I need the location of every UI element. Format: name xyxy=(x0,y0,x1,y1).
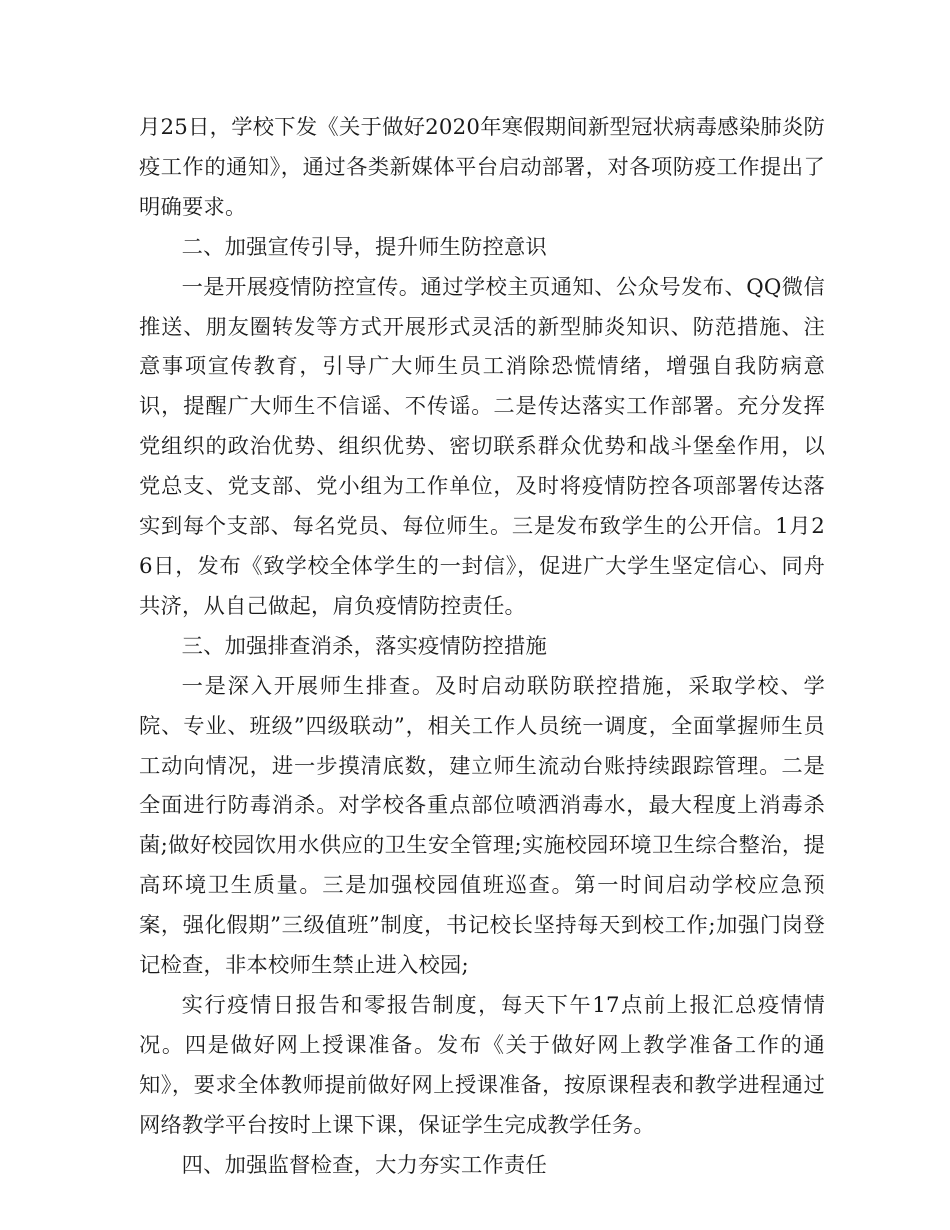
document-body xyxy=(139,108,825,1185)
section-heading-2: 二、加强宣传引导，提升师生防控意识 xyxy=(181,234,548,260)
section-heading-4: 四、加强监督检查，大力夯实工作责任 xyxy=(181,1152,548,1178)
section-heading-3: 三、加强排查消杀，落实疫情防控措施 xyxy=(181,633,548,659)
paragraph-reporting: 实行疫情日报告和零报告制度，每天下午17点前上报汇总疫情情况。四是做好网上授课准备。发布《关于做好网上教学准备工作的通知》，要求全体教师提前做好网上授课准备，按原课程表和教学进程通过网络教学平台按时上课下课，保证学生完成教学任务。 xyxy=(139,992,825,1138)
paragraph-publicity: 一是开展疫情防控宣传。通过学校主页通知、公众号发布、QQ微信推送、朋友圈转发等方式开展形式灵活的新型肺炎知识、防范措施、注意事项宣传教育，引导广大师生员工消除恐慌情绪，增强自我防病意识，提醒广大师生不信谣、不传谣。二是传达落实工作部署。充分发挥党组织的政治优势、组织优势、密切联系群众优势和战斗堡垒作用，以党总支、党支部、党小组为工作单位，及时将疫情防控各项部署传达落实到每个支部、每名党员、每位师生。三是发布致学生的公开信。1月26日，发布《致学校全体学生的一封信》，促进广大学生坚定信心、同舟共济，从自己做起，肩负疫情防控责任。 xyxy=(139,274,825,619)
paragraph-screening: 一是深入开展师生排查。及时启动联防联控措施，采取学校、学院、专业、班级”四级联动”，相关工作人员统一调度，全面掌握师生员工动向情况，进一步摸清底数，建立师生流动台账持续跟踪管理。二是全面进行防毒消杀。对学校各重点部位喷洒消毒水，最大程度上消毒杀菌;做好校园饮用水供应的卫生安全管理;实施校园环境卫生综合整治，提高环境卫生质量。三是加强校园值班巡查。第一时间启动学校应急预案，强化假期”三级值班”制度，书记校长坚持每天到校工作;加强门岗登记检查，非本校师生禁止进入校园; xyxy=(139,673,825,979)
paragraph-notice-continuation: 月25日，学校下发《关于做好2020年寒假期间新型冠状病毒感染肺炎防疫工作的通知》，通过各类新媒体平台启动部署，对各项防疫工作提出了明确要求。 xyxy=(139,115,825,220)
